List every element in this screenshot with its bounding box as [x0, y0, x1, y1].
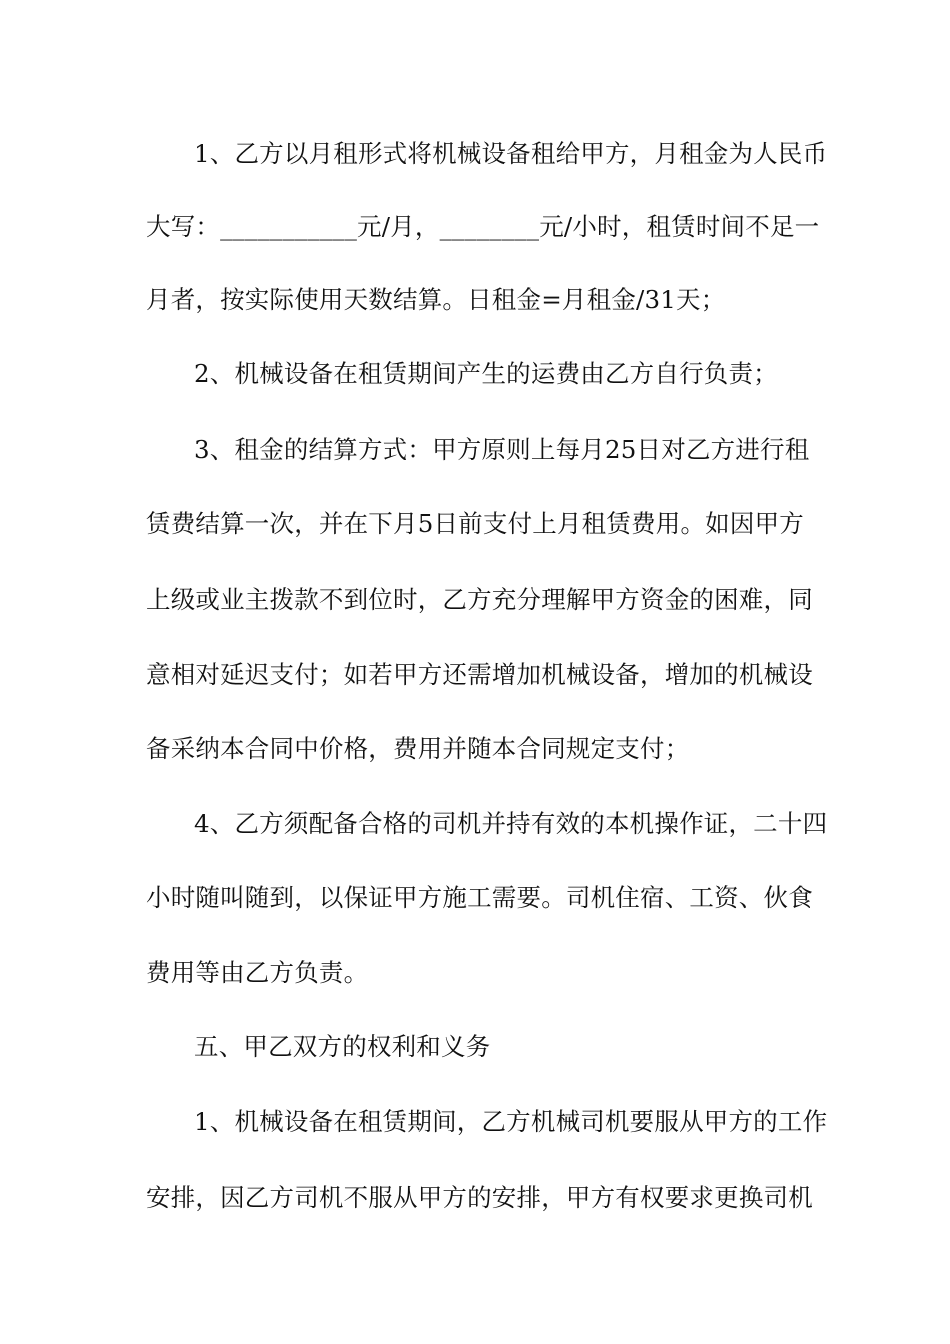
paragraph-line: 3、租金的结算方式：甲方原则上每月25日对乙方进行租 [194, 435, 810, 464]
section-heading: 五、甲乙双方的权利和义务 [194, 1032, 491, 1061]
paragraph-line: 小时随叫随到，以保证甲方施工需要。司机住宿、工资、伙食 [146, 883, 813, 912]
paragraph-line: 月者，按实际使用天数结算。日租金=月租金/31天； [146, 285, 726, 314]
paragraph-line: 4、乙方须配备合格的司机并持有效的本机操作证，二十四 [194, 809, 828, 838]
paragraph-line: 1、乙方以月租形式将机械设备租给甲方，月租金为人民币 [194, 139, 828, 168]
paragraph-line: 2、机械设备在租赁期间产生的运费由乙方自行负责； [194, 359, 778, 388]
paragraph-line: 费用等由乙方负责。 [146, 958, 369, 987]
paragraph-line: 备采纳本合同中价格，费用并随本合同规定支付； [146, 734, 690, 763]
paragraph-line: 1、机械设备在租赁期间，乙方机械司机要服从甲方的工作 [194, 1107, 828, 1136]
paragraph-line: 安排，因乙方司机不服从甲方的安排，甲方有权要求更换司机 [146, 1183, 813, 1212]
paragraph-line: 赁费结算一次，并在下月5日前支付上月租赁费用。如因甲方 [146, 509, 804, 538]
paragraph-line: 上级或业主拨款不到位时，乙方充分理解甲方资金的困难，同 [146, 585, 813, 614]
paragraph-line: 大写：___________元/月，________元/小时，租赁时间不足一 [146, 212, 820, 241]
paragraph-line: 意相对延迟支付；如若甲方还需增加机械设备，增加的机械设 [146, 660, 813, 689]
